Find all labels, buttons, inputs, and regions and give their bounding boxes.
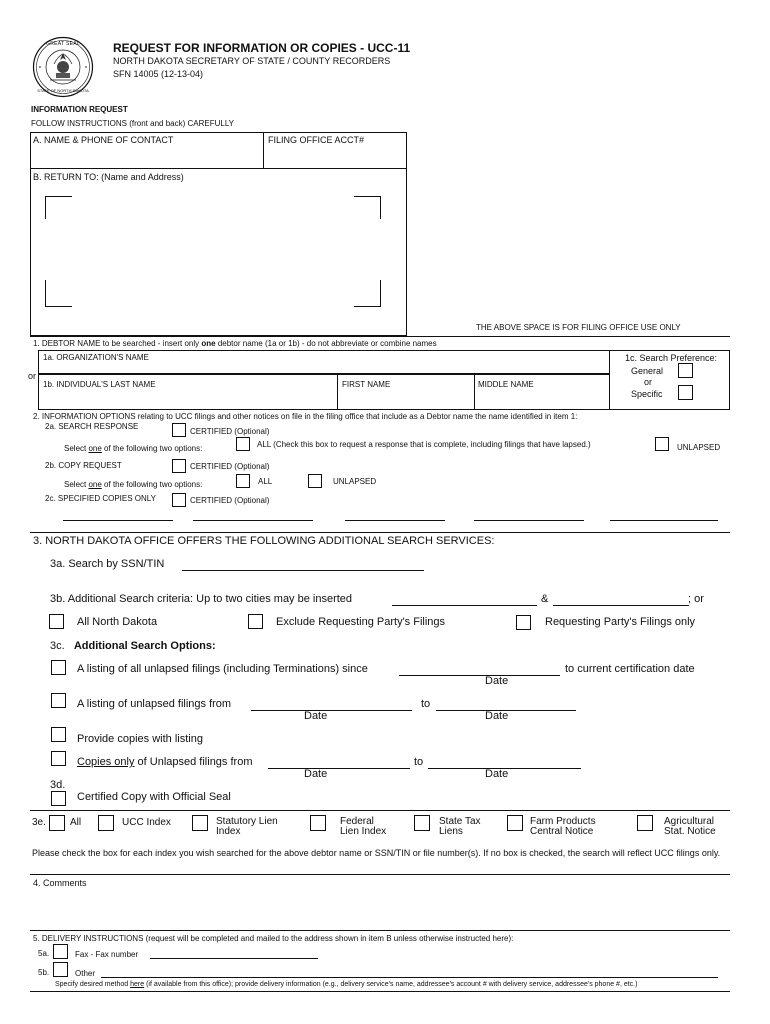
copy-unlapsed-checkbox[interactable] [308,474,322,488]
date-caption: Date [485,675,509,687]
rule [30,930,730,931]
state-seal [32,36,94,98]
select-text-2: of the following two options: [101,444,203,453]
search-unlapsed-label: UNLAPSED [677,443,721,452]
search-preference-title: 1c. Search Preference: [625,353,718,363]
index-note: Please check the box for each index you wish searched for the above debtor name or SSN/TIN or file number(s). If no box is checked, the search will reflect UCC filings only. [32,848,721,858]
search-all-label: ALL (Check this box to request a response that is complete, including filings that have lapsed.) [257,440,591,449]
index-farm-label: Farm Products Central Notice [530,816,596,837]
date-caption: Date [304,710,328,722]
file-number-line-1[interactable] [63,520,173,521]
debtor-intro [33,339,437,348]
file-number-line-5[interactable] [610,520,718,521]
requesting-only-label: Requesting Party's Filings only [545,616,696,628]
contact-label: A. NAME & PHONE OF CONTACT [33,135,174,145]
pref-general-checkbox[interactable] [678,363,693,378]
search-all-checkbox[interactable] [236,437,250,451]
specified-copies-label: 2c. SPECIFIED COPIES ONLY [45,494,156,503]
pref-specific-label: Specific [631,389,663,399]
page-title: REQUEST FOR INFORMATION OR COPIES - UCC-11 [113,41,411,55]
file-number-line-3[interactable] [345,520,445,521]
middle-name-label: MIDDLE NAME [478,380,534,389]
copies-only-checkbox[interactable] [51,751,66,766]
options-3c-title: Additional Search Options: [73,640,216,652]
indiv-last-name-label: 1b. INDIVIDUAL'S LAST NAME [43,380,156,389]
rule [30,874,730,875]
return-to-label: B. RETURN TO: (Name and Address) [33,172,184,182]
file-number-line-2[interactable] [193,520,313,521]
city-2-line[interactable] [553,605,689,606]
search-certified-checkbox[interactable] [172,423,186,437]
search-select-note [64,444,202,453]
delivery-heading: 5. DELIVERY INSTRUCTIONS (request will be completed and mailed to the address shown in item B unless otherwise instructed here): [33,934,514,943]
options-3c-num: 3c. [50,640,65,652]
options-3c-label [50,640,216,652]
listing-unlapsed-label: A listing of unlapsed filings from [77,698,232,710]
listing-all-checkbox[interactable] [51,660,66,675]
address-corner-tr [354,196,381,219]
info-request-heading: INFORMATION REQUEST [31,105,128,114]
requesting-only-checkbox[interactable] [516,615,531,630]
specified-certified-checkbox[interactable] [172,493,186,507]
comments-area[interactable] [30,890,730,928]
index-state-tax-checkbox[interactable] [414,815,430,831]
pref-general-label: General [631,366,664,376]
address-corner-tl [45,196,72,219]
copy-certified-checkbox[interactable] [172,459,186,473]
copies-from-line[interactable] [268,768,410,769]
ampersand: & [541,593,549,605]
index-agricultural-checkbox[interactable] [637,815,653,831]
listing-all-label: A listing of all unlapsed filings (including Terminations) since [77,663,368,675]
or-suffix: ; or [688,593,704,605]
specify-note [55,981,637,988]
label-3d: 3d. [50,779,66,791]
date-caption: Date [485,710,509,722]
copy-select-text-1: Select [64,480,89,489]
criteria-label: 3b. Additional Search criteria: Up to two cities may be inserted [50,593,353,605]
file-number-line-4[interactable] [474,520,584,521]
first-name-label: FIRST NAME [342,380,391,389]
city-1-line[interactable] [392,605,537,606]
pref-specific-checkbox[interactable] [678,385,693,400]
search-unlapsed-checkbox[interactable] [655,437,669,451]
index-farm-checkbox[interactable] [507,815,523,831]
fax-num-label: 5a. [38,949,50,958]
office-use-note: THE ABOVE SPACE IS FOR FILING OFFICE USE ONLY [476,323,681,332]
info-options-intro: 2. INFORMATION OPTIONS relating to UCC filings and other notices on file in the filing office that include as a Debtor name the name identified in item 1: [33,412,578,421]
copy-select-text-one: one [88,480,102,489]
form-number: SFN 14005 (12-13-04) [113,69,204,79]
copy-select-note [64,480,202,489]
seal-bottom-text: STATE OF NORTH DAKOTA [37,88,89,93]
specified-certified-label: CERTIFIED (Optional) [190,496,270,505]
search-response-label: 2a. SEARCH RESPONSE [45,422,139,431]
index-federal-checkbox[interactable] [310,815,326,831]
certified-copy-label: Certified Copy with Official Seal [77,791,231,803]
index-federal-label: Federal Lien Index [340,816,387,837]
org-name-label: 1a. ORGANIZATION'S NAME [43,353,149,362]
agency-name: NORTH DAKOTA SECRETARY OF STATE / COUNTY RECORDERS [113,56,391,66]
ssn-search-label: 3a. Search by SSN/TIN [50,558,165,570]
all-nd-checkbox[interactable] [49,614,64,629]
search-certified-label: CERTIFIED (Optional) [190,427,270,436]
copies-only-underlined: Copies only [77,756,135,768]
exclude-checkbox[interactable] [248,614,263,629]
index-ucc-label: UCC Index [122,817,171,828]
select-text-1: Select [64,444,89,453]
address-corner-bl [45,280,72,307]
seal-top-text: GREAT SEAL [46,41,80,47]
specify-here: here [130,981,145,988]
index-agricultural-label: Agricultural Stat. Notice [664,816,716,837]
copy-request-label: 2b. COPY REQUEST [45,461,122,470]
other-num-label: 5b. [38,968,50,977]
listing-all-date-line[interactable] [399,675,560,676]
copies-only-rest: of Unlapsed filings from [134,756,253,768]
or-label: or [28,371,37,381]
comments-label: 4. Comments [33,878,87,888]
index-all-checkbox[interactable] [49,815,65,831]
fax-label: Fax - Fax number [75,950,139,959]
ssn-input-line[interactable] [182,570,424,571]
certified-copy-checkbox[interactable] [51,791,66,806]
specify-text-1: Specify desired method [55,981,131,988]
other-checkbox[interactable] [53,962,68,977]
specify-text-2: (if available from this office); provide delivery information (e.g., delivery service's name, addressee's account # with delivery service, addressee's phone #, etc.) [144,981,638,988]
index-state-tax-label: State Tax Liens [439,816,481,837]
to-current-label: to current certification date [565,663,695,675]
copies-listing-label: Provide copies with listing [77,733,203,745]
fax-number-line[interactable] [150,958,318,959]
listing-from-line[interactable] [251,710,412,711]
copies-only-label [77,756,252,768]
copy-certified-label: CERTIFIED (Optional) [190,462,270,471]
debtor-intro-one: one [201,339,216,348]
return-to-box[interactable] [30,168,407,336]
index-statutory-label: Statutory Lien Index [216,816,278,837]
pref-or-label: or [644,377,653,387]
debtor-intro-2: debtor name (1a or 1b) - do not abbreviate or combine names [215,339,437,348]
acct-label: FILING OFFICE ACCT# [268,135,365,145]
to-label: to [414,756,424,768]
address-corner-br [354,280,381,307]
copy-all-checkbox[interactable] [236,474,250,488]
date-caption: Date [304,768,328,780]
section3-heading: 3. NORTH DAKOTA OFFICE OFFERS THE FOLLOWING ADDITIONAL SEARCH SERVICES: [33,535,495,547]
copy-select-text-2: of the following two options: [101,480,203,489]
all-nd-label: All North Dakota [77,616,158,628]
index-ucc-checkbox[interactable] [98,815,114,831]
select-text-one: one [88,444,102,453]
rule [30,810,730,811]
debtor-intro-1: 1. DEBTOR NAME to be searched - insert only [33,339,202,348]
rule [30,991,730,992]
other-label: Other [75,969,96,978]
listing-unlapsed-checkbox[interactable] [51,693,66,708]
fax-checkbox[interactable] [53,944,68,959]
rule [30,532,730,533]
other-line[interactable] [101,977,718,978]
index-all-label: All [70,817,82,828]
copy-all-label: ALL [258,477,273,486]
instructions-note: FOLLOW INSTRUCTIONS (front and back) CAREFULLY [31,119,235,128]
copies-listing-checkbox[interactable] [51,727,66,742]
exclude-label: Exclude Requesting Party's Filings [276,616,446,628]
date-caption: Date [485,768,509,780]
copy-unlapsed-label: UNLAPSED [333,477,377,486]
to-label: to [421,698,431,710]
rule [30,336,730,337]
index-statutory-checkbox[interactable] [192,815,208,831]
index-label: 3e. [32,817,46,828]
